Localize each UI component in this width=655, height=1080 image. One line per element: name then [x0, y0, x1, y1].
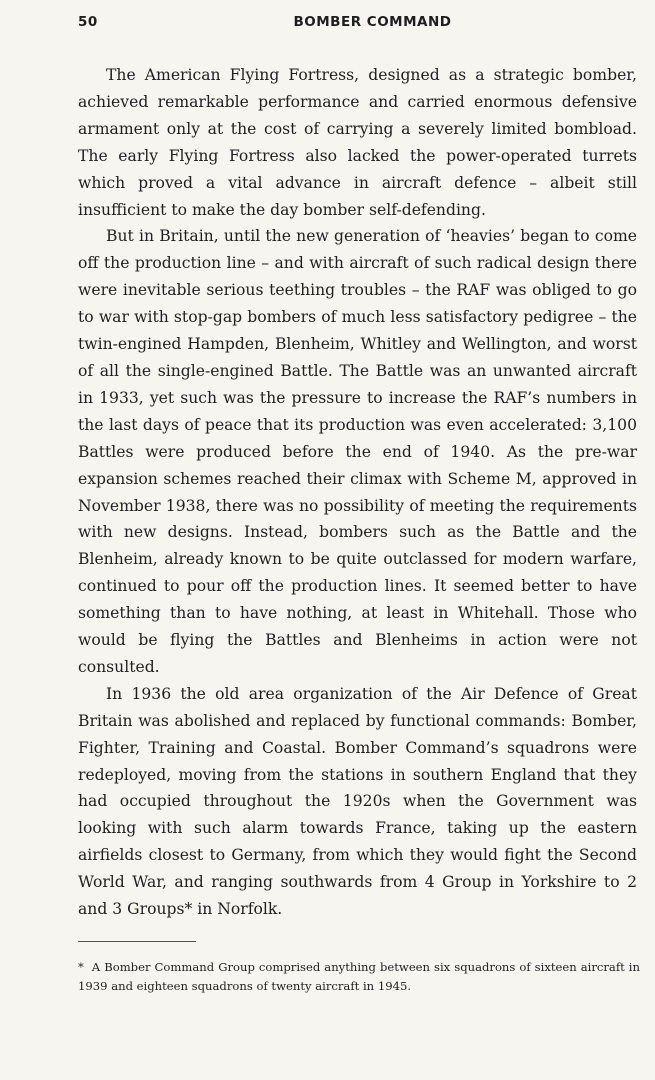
paragraph-heavies: But in Britain, until the new generation of ‘heavies’ began to come off the production line – and with aircraft of such radical design there were inevitable serious teething troubles – the RAF was obliged to go to war with stop-gap bombers of much less satisfactory pedigree – the twin-engined Hampden, Blenheim, Whitley and Wellington, and worst of all the single-engined Battle. The Battle was an unwanted aircraft in 1933, yet such was the pressure to increase the RAF’s numbers in the last days of peace that its production was even accelerated: 3,100 Battles were produced before the end of 1940. As the pre-war expansion schemes reached their climax with Scheme M, approved in November 1938, there was no possibility of meeting the requirements with new designs. Instead, bombers such as the Battle and the Blenheim, already known to be quite outclassed for modern warfare, continued to pour off the production lines. It seemed better to have something than to have nothing, at least in Whitehall. Those who would be flying the Battles and Blenheims in action were not consulted. [78, 227, 637, 676]
footnote-marker: * [78, 960, 84, 974]
body-text [78, 62, 637, 923]
running-title: BOMBER COMMAND [293, 14, 452, 30]
running-head [78, 14, 637, 36]
footnote-divider [78, 941, 196, 942]
footnote [78, 958, 640, 996]
page-number: 50 [78, 14, 98, 30]
footnote-text: A Bomber Command Group comprised anything between six squadrons of sixteen aircraft in 1939 and eighteen squadrons of twenty aircraft in 1945. [78, 960, 640, 993]
paragraph-flying-fortress: The American Flying Fortress, designed as a strategic bomber, achieved remarkable performance and carried enormous defensive armament only at the cost of carrying a severely limited bombload. The early Flying Fortress also lacked the power-operated turrets which proved a vital advance in aircraft defence – albeit still insufficient to make the day bomber self-defending. [78, 66, 637, 219]
paragraph-commands-1936: In 1936 the old area organization of the Air Defence of Great Britain was abolished and replaced by functional commands: Bomber, Fighter, Training and Coastal. Bomber Command’s squadrons were redeployed, moving from the stations in southern England that they had occupied throughout the 1920s when the Government was looking with such alarm towards France, taking up the eastern airfields closest to Germany, from which they would fight the Second World War, and ranging southwards from 4 Group in Yorkshire to 2 and 3 Groups* in Norfolk. [78, 684, 637, 919]
